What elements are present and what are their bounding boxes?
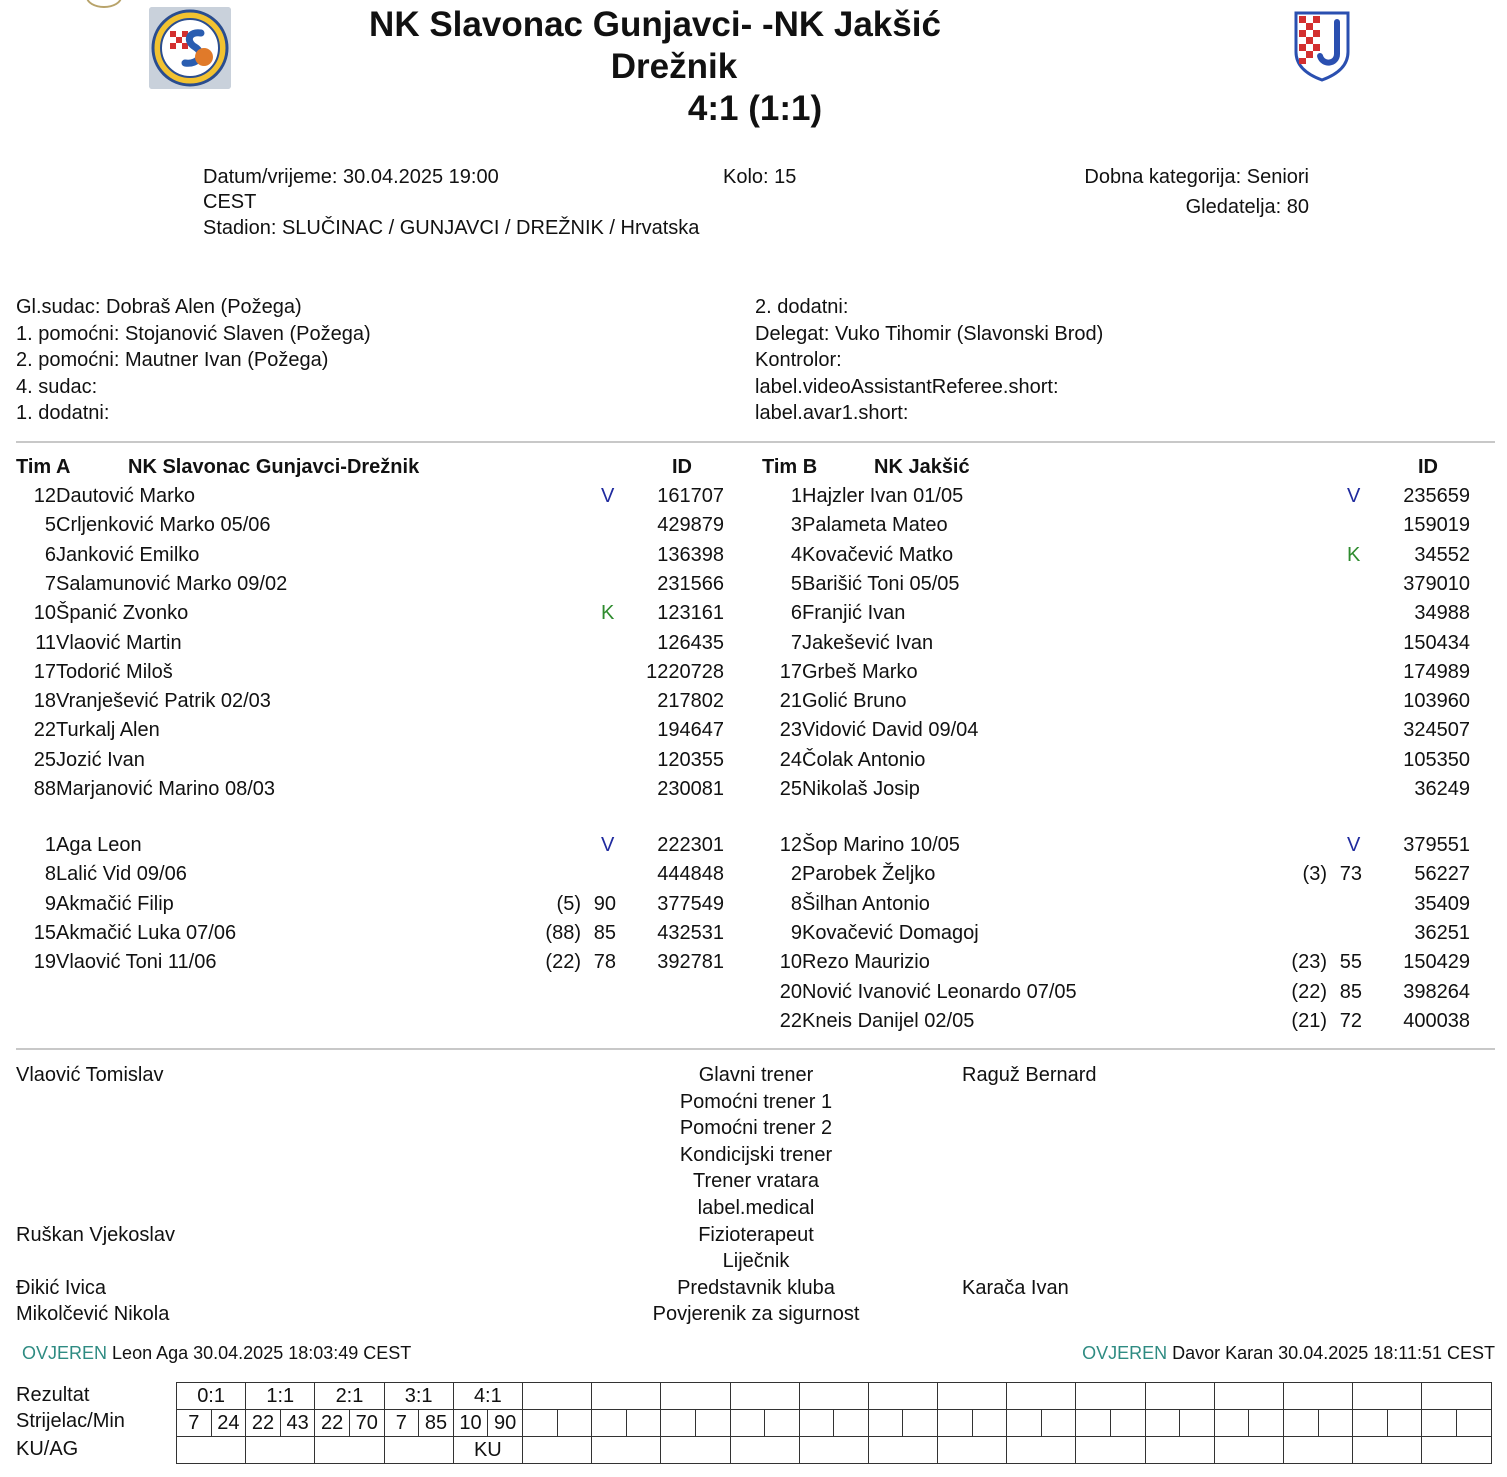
result-cell: 2:1 (315, 1383, 384, 1410)
player-name: Vlaović Toni 11/06 (56, 951, 217, 974)
player-number: 22 (779, 1009, 802, 1032)
player-name: Vidović David 09/04 (802, 719, 979, 742)
player-row (762, 1007, 1482, 1036)
scorer-minute-cell (1456, 1410, 1491, 1437)
team-b-name: NK Jakšić (874, 456, 970, 478)
match-timezone: CEST (203, 191, 257, 213)
player-name: Palameta Mateo (802, 514, 948, 537)
result-cell (661, 1383, 730, 1410)
result-cell (1353, 1383, 1422, 1410)
scorer-minute-cell (903, 1410, 938, 1437)
staff-role: Pomoćni trener 1 (679, 1090, 833, 1113)
official-line: 4. sudac: (16, 375, 98, 398)
player-number: 2 (790, 863, 802, 886)
player-id: 231566 (657, 572, 724, 595)
player-number: 8 (44, 863, 56, 886)
player-row (762, 658, 1482, 687)
player-number: 9 (44, 892, 56, 915)
player-id: 36251 (1414, 921, 1470, 944)
staff-home-name: Mikolčević Nikola (16, 1303, 170, 1326)
player-name: Hajzler Ivan 01/05 (802, 485, 964, 507)
staff-role: Trener vratara (693, 1170, 819, 1193)
player-name: Akmačić Filip (56, 892, 174, 915)
player-id: 120355 (657, 748, 724, 771)
away-verification (1082, 1343, 1495, 1364)
result-cell (592, 1383, 661, 1410)
player-name: Rezo Maurizio (802, 951, 930, 974)
result-cell: 1:1 (246, 1383, 315, 1410)
player-row (16, 629, 736, 658)
staff-role: Pomoćni trener 2 (679, 1117, 833, 1140)
player-number: 21 (779, 690, 802, 713)
scorer-number-cell: 7 (177, 1410, 212, 1437)
scorer-number-cell: 22 (315, 1410, 350, 1437)
scorer-minute-cell: 85 (419, 1410, 454, 1437)
player-number: 7 (790, 631, 802, 654)
staff-away-name: Karača Ivan (962, 1276, 1069, 1299)
player-row (762, 570, 1482, 599)
player-number: 1 (44, 834, 56, 856)
player-number: 22 (33, 719, 56, 742)
kuag-cell (1007, 1437, 1076, 1464)
staff-role: Povjerenik za sigurnost (652, 1303, 860, 1326)
player-number: 6 (790, 602, 802, 625)
player-number: 18 (33, 690, 56, 713)
player-id: 379010 (1403, 572, 1470, 595)
scorer-number-cell (799, 1410, 834, 1437)
kuag-cell (384, 1437, 453, 1464)
player-row (762, 687, 1482, 716)
goalkeeper-flag: V (601, 834, 615, 856)
player-number: 17 (33, 660, 56, 683)
result-cell (799, 1383, 868, 1410)
player-id: 324507 (1403, 719, 1470, 742)
official-line: Delegat: Vuko Tihomir (Slavonski Brod) (755, 322, 1104, 345)
result-cell (1284, 1383, 1353, 1410)
player-id: 159019 (1403, 514, 1470, 537)
divider (16, 1048, 1495, 1050)
sub-minute: 85 (593, 921, 616, 944)
staff-role: Predstavnik kluba (677, 1276, 835, 1299)
player-number: 9 (790, 921, 802, 944)
player-name: Parobek Željko (802, 863, 936, 886)
result-cell (1422, 1383, 1491, 1410)
player-row (762, 775, 1482, 804)
goalkeeper-flag: V (601, 485, 615, 507)
player-id: 1220728 (646, 660, 724, 683)
result-cell (1214, 1383, 1283, 1410)
player-name: Janković Emilko (56, 543, 200, 566)
scorer-number-cell (1214, 1410, 1249, 1437)
team-a-name: NK Slavonac Gunjavci-Drežnik (128, 456, 420, 478)
result-cell (522, 1383, 591, 1410)
official-line: 2. pomoćni: Mautner Ivan (Požega) (16, 349, 329, 371)
player-id: 222301 (657, 834, 724, 856)
player-number: 15 (33, 921, 56, 944)
official-line: label.videoAssistantReferee.short: (755, 375, 1059, 398)
verified-status: OVJEREN (22, 1343, 108, 1363)
score-row-label: Rezultat (16, 1384, 90, 1406)
player-name: Lalić Vid 09/06 (56, 863, 187, 886)
kuag-cell (730, 1437, 799, 1464)
staff-home-name: Đikić Ivica (16, 1276, 107, 1299)
sub-replaced: (3) (1302, 863, 1327, 886)
scorer-number-cell (522, 1410, 557, 1437)
verified-status: OVJEREN (1082, 1343, 1168, 1363)
player-name: Dautović Marko (56, 485, 195, 507)
player-row (762, 919, 1482, 948)
scorer-minute-cell: 43 (280, 1410, 315, 1437)
player-row (762, 511, 1482, 540)
kuag-cell (1214, 1437, 1283, 1464)
official-line: 2. dodatni: (755, 296, 849, 318)
scorer-minute-cell (972, 1410, 1007, 1437)
player-id: 161707 (657, 485, 724, 507)
scorer-number-cell (592, 1410, 627, 1437)
scorer-minute-cell (557, 1410, 592, 1437)
player-name: Kneis Danijel 02/05 (802, 1009, 975, 1032)
player-id: 400038 (1403, 1009, 1470, 1032)
scorer-number-cell (868, 1410, 903, 1437)
player-id: 103960 (1403, 690, 1470, 713)
player-number: 5 (44, 514, 56, 537)
player-row (762, 746, 1482, 775)
scorer-number-cell (1284, 1410, 1319, 1437)
sub-minute: 85 (1339, 980, 1362, 1003)
sub-replaced: (23) (1291, 951, 1327, 974)
kuag-cell (315, 1437, 384, 1464)
sub-minute: 55 (1339, 951, 1362, 974)
scorer-minute-cell (1041, 1410, 1076, 1437)
sub-replaced: (21) (1291, 1009, 1327, 1032)
player-id: 174989 (1403, 660, 1470, 683)
scorer-minute-cell: 70 (349, 1410, 384, 1437)
player-id: 136398 (657, 543, 724, 566)
spectators: Gledatelja: 80 (1185, 196, 1309, 218)
sub-minute: 78 (593, 951, 616, 974)
official-line: Kontrolor: (755, 349, 842, 371)
kuag-row-label: KU/AG (16, 1438, 79, 1460)
match-title-line2: Drežnik (610, 47, 738, 86)
player-row (762, 831, 1482, 860)
match-round: Kolo: 15 (723, 166, 797, 188)
sub-replaced: (22) (1291, 980, 1327, 1003)
match-score: 4:1 (1:1) (687, 89, 823, 128)
player-name: Golić Bruno (802, 690, 907, 713)
result-cell (1145, 1383, 1214, 1410)
official-line: label.avar1.short: (755, 402, 909, 424)
player-row (16, 746, 736, 775)
staff-away-name: Raguž Bernard (962, 1064, 1097, 1086)
scorer-number-cell (1353, 1410, 1388, 1437)
sub-minute: 90 (593, 892, 616, 915)
player-name: Jozić Ivan (56, 748, 145, 771)
scorer-number-cell: 7 (384, 1410, 419, 1437)
goals-table (176, 1382, 1492, 1464)
player-row (16, 482, 736, 511)
player-id: 377549 (657, 892, 724, 915)
player-number: 24 (779, 748, 802, 771)
verified-by: Davor Karan 30.04.2025 18:11:51 CEST (1172, 1343, 1495, 1363)
kuag-cell (1422, 1437, 1491, 1464)
result-cell: 3:1 (384, 1383, 453, 1410)
sub-minute: 72 (1339, 1009, 1362, 1032)
scorer-minute-cell (1387, 1410, 1422, 1437)
team-a-label: Tim A (16, 456, 71, 478)
player-name: Aga Leon (56, 834, 142, 856)
player-id: 432531 (657, 921, 724, 944)
scorer-minute-cell (1249, 1410, 1284, 1437)
player-number: 11 (35, 631, 56, 654)
player-row (16, 716, 736, 745)
player-row (16, 658, 736, 687)
match-datetime: Datum/vrijeme: 30.04.2025 19:00 (203, 166, 499, 188)
player-number: 25 (779, 778, 802, 800)
player-row (762, 599, 1482, 628)
player-name: Vranješević Patrik 02/03 (56, 690, 271, 713)
player-row (16, 570, 736, 599)
player-name: Kovačević Domagoj (802, 921, 979, 944)
player-id: 429879 (657, 514, 724, 537)
player-number: 5 (790, 572, 802, 595)
player-number: 3 (790, 514, 802, 537)
away-club-logo (1293, 10, 1351, 82)
player-row (762, 541, 1482, 570)
kuag-cell (1284, 1437, 1353, 1464)
staff-home-name: Vlaović Tomislav (16, 1064, 164, 1086)
player-id: 217802 (657, 690, 724, 713)
kuag-cell: KU (453, 1437, 522, 1464)
team-b-id-header: ID (1418, 456, 1438, 478)
player-name: Španić Zvonko (56, 602, 189, 625)
kuag-cell (246, 1437, 315, 1464)
scorer-number-cell: 10 (453, 1410, 488, 1437)
scorer-minute-cell (1180, 1410, 1215, 1437)
player-row (16, 775, 736, 804)
scorer-minute-cell (695, 1410, 730, 1437)
match-title-line1: NK Slavonac Gunjavci- -NK Jakšić (369, 5, 941, 44)
official-line: Gl.sudac: Dobraš Alen (Požega) (16, 296, 302, 318)
kuag-cell (661, 1437, 730, 1464)
kuag-cell (592, 1437, 661, 1464)
match-stadium: Stadion: SLUČINAC / GUNJAVCI / DREŽNIK / Hrvatska (203, 217, 700, 239)
player-name: Šilhan Antonio (802, 892, 930, 915)
player-id: 34988 (1414, 602, 1470, 625)
player-name: Barišić Toni 05/05 (802, 572, 960, 595)
player-name: Nikolaš Josip (802, 778, 920, 800)
player-number: 12 (779, 834, 802, 856)
scorer-minute-cell (1111, 1410, 1146, 1437)
player-row (16, 948, 736, 977)
player-id: 34552 (1414, 543, 1470, 566)
staff-role: Kondicijski trener (679, 1143, 833, 1166)
player-name: Nović Ivanović Leonardo 07/05 (802, 980, 1077, 1003)
player-row (16, 831, 736, 860)
scorer-number-cell (1007, 1410, 1042, 1437)
staff-role: label.medical (697, 1197, 815, 1219)
player-id: 230081 (657, 778, 724, 800)
player-row (762, 629, 1482, 658)
player-name: Crljenković Marko 05/06 (56, 514, 271, 537)
scorer-row-label: Strijelac/Min (16, 1410, 125, 1432)
scorer-number-cell (1422, 1410, 1457, 1437)
player-id: 126435 (657, 631, 724, 654)
official-line: 1. dodatni: (16, 402, 110, 424)
staff-home-name: Ruškan Vjekoslav (16, 1223, 175, 1246)
player-row (16, 687, 736, 716)
player-number: 4 (790, 543, 802, 566)
player-number: 7 (44, 572, 56, 595)
result-cell (1076, 1383, 1145, 1410)
captain-flag: K (601, 602, 615, 625)
staff-role: Fizioterapeut (698, 1223, 814, 1246)
player-name: Salamunović Marko 09/02 (56, 572, 288, 595)
verified-by: Leon Aga 30.04.2025 18:03:49 CEST (112, 1343, 412, 1363)
home-verification (22, 1343, 411, 1364)
player-row (16, 511, 736, 540)
slavonac-crest-icon (149, 7, 231, 89)
player-id: 398264 (1403, 980, 1470, 1003)
kuag-cell (868, 1437, 937, 1464)
player-number: 17 (779, 660, 802, 683)
player-row (762, 716, 1482, 745)
player-number: 1 (790, 485, 802, 507)
player-id: 235659 (1403, 485, 1470, 507)
captain-flag: K (1347, 543, 1361, 566)
player-id: 194647 (657, 719, 724, 742)
scorer-number-cell (730, 1410, 765, 1437)
scorer-number-cell: 22 (246, 1410, 281, 1437)
player-name: Čolak Antonio (802, 748, 926, 771)
scorer-minute-cell (1318, 1410, 1353, 1437)
team-b-label: Tim B (762, 456, 818, 478)
kuag-cell (1353, 1437, 1422, 1464)
sub-replaced: (88) (545, 921, 581, 944)
result-cell (1007, 1383, 1076, 1410)
player-number: 23 (779, 719, 802, 742)
scorer-minute-cell: 90 (488, 1410, 523, 1437)
age-category: Dobna kategorija: Seniori (1084, 166, 1309, 188)
player-number: 6 (44, 543, 56, 566)
player-row (762, 890, 1482, 919)
kuag-cell (522, 1437, 591, 1464)
player-number: 25 (33, 748, 56, 771)
kuag-cell (1145, 1437, 1214, 1464)
player-name: Todorić Miloš (56, 660, 173, 683)
player-name: Akmačić Luka 07/06 (56, 921, 237, 944)
player-name: Marjanović Marino 08/03 (56, 778, 275, 800)
staff-role: Glavni trener (698, 1064, 814, 1086)
player-name: Vlaović Martin (56, 631, 182, 654)
table-row (177, 1383, 1492, 1410)
player-id: 56227 (1414, 863, 1470, 886)
staff-role: Liječnik (722, 1250, 790, 1273)
divider (16, 441, 1495, 443)
player-name: Kovačević Matko (802, 543, 954, 566)
player-number: 20 (779, 980, 802, 1003)
player-name: Šop Marino 10/05 (802, 834, 960, 856)
scorer-number-cell (1076, 1410, 1111, 1437)
player-row (762, 860, 1482, 889)
player-row (762, 978, 1482, 1007)
kuag-cell (938, 1437, 1007, 1464)
player-id: 379551 (1403, 834, 1470, 856)
player-id: 35409 (1414, 892, 1470, 915)
player-id: 444848 (657, 863, 724, 886)
player-number: 8 (790, 892, 802, 915)
goalkeeper-flag: V (1347, 834, 1361, 856)
player-row (16, 919, 736, 948)
player-row (762, 482, 1482, 511)
scorer-minute-cell (765, 1410, 800, 1437)
player-id: 123161 (657, 602, 724, 625)
table-row (177, 1410, 1492, 1437)
jaksic-shield-icon (1293, 10, 1351, 82)
player-id: 105350 (1403, 748, 1470, 771)
sub-minute: 73 (1339, 863, 1362, 886)
result-cell: 4:1 (453, 1383, 522, 1410)
official-line: 1. pomoćni: Stojanović Slaven (Požega) (16, 322, 371, 345)
sub-replaced: (22) (545, 951, 581, 974)
team-a-id-header: ID (672, 456, 692, 478)
scorer-number-cell (1145, 1410, 1180, 1437)
kuag-cell (1076, 1437, 1145, 1464)
player-name: Jakešević Ivan (802, 631, 934, 654)
player-row (762, 948, 1482, 977)
table-row (177, 1437, 1492, 1464)
scorer-number-cell (938, 1410, 973, 1437)
player-id: 392781 (657, 951, 724, 974)
player-id: 36249 (1414, 778, 1470, 800)
kuag-cell (177, 1437, 246, 1464)
player-id: 150434 (1403, 631, 1470, 654)
result-cell: 0:1 (177, 1383, 246, 1410)
scorer-minute-cell (834, 1410, 869, 1437)
player-row (16, 599, 736, 628)
scorer-minute-cell (626, 1410, 661, 1437)
sub-replaced: (5) (556, 892, 581, 915)
player-name: Turkalj Alen (56, 719, 160, 742)
goalkeeper-flag: V (1347, 485, 1361, 507)
result-cell (938, 1383, 1007, 1410)
player-name: Franjić Ivan (802, 602, 906, 625)
home-club-logo (149, 7, 231, 89)
player-number: 19 (33, 951, 56, 974)
player-row (16, 860, 736, 889)
player-row (16, 890, 736, 919)
player-number: 12 (33, 485, 56, 507)
federation-logo (86, 0, 122, 8)
player-number: 10 (779, 951, 802, 974)
scorer-minute-cell: 24 (211, 1410, 246, 1437)
player-row (16, 541, 736, 570)
player-number: 10 (33, 602, 56, 625)
result-cell (868, 1383, 937, 1410)
kuag-cell (799, 1437, 868, 1464)
player-number: 88 (33, 778, 56, 800)
result-cell (730, 1383, 799, 1410)
player-id: 150429 (1403, 951, 1470, 974)
player-name: Grbeš Marko (802, 660, 918, 683)
scorer-number-cell (661, 1410, 696, 1437)
